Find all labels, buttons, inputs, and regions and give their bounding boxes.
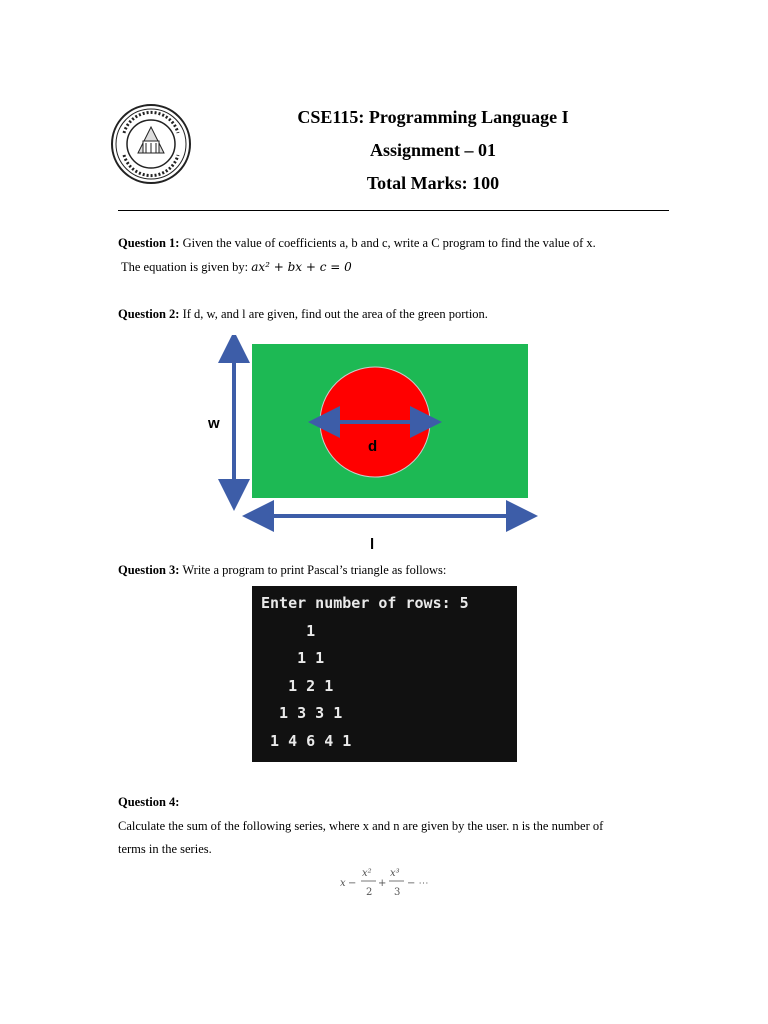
svg-text:2: 2 (366, 887, 373, 898)
svg-text:x: x (340, 878, 346, 889)
equation-prefix: The equation is given by: (121, 260, 252, 274)
question-1-equation-line (121, 260, 352, 275)
question-3 (118, 563, 446, 578)
question-2-text: If d, w, and l are given, find out the area of the green portion. (179, 307, 488, 321)
question-4-label: Question 4: (118, 795, 180, 809)
question-1-text: Given the value of coefficients a, b and c, write a C program to find the value of x. (179, 236, 596, 250)
question-2-label: Question 2: (118, 307, 180, 321)
question-1-label: Question 1: (118, 236, 180, 250)
svg-text:− ⋯: − ⋯ (407, 878, 429, 889)
question-3-label: Question 3: (118, 563, 180, 577)
question-4-label-line (118, 795, 179, 810)
terminal-line: 1 (261, 622, 316, 640)
question-4-text-1: Calculate the sum of the following series, where x and n are given by the user. n is the number of (118, 819, 604, 833)
svg-text:3: 3 (394, 887, 401, 898)
label-w: w (208, 415, 220, 432)
question-3-text: Write a program to print Pascal’s triangle as follows: (179, 563, 447, 577)
question-4-text-2: terms in the series. (118, 842, 212, 856)
terminal-line: 1 2 1 (261, 677, 334, 695)
terminal-line: Enter number of rows: 5 (261, 594, 469, 612)
terminal-line: 1 3 3 1 (261, 704, 343, 722)
svg-text:x²: x² (362, 868, 372, 879)
quadratic-equation: ax² + bx + c = 0 (251, 260, 352, 274)
terminal-line: 1 4 6 4 1 (261, 732, 352, 750)
university-seal-logo (110, 103, 192, 185)
label-l: l (370, 536, 375, 553)
svg-text:+: + (378, 878, 387, 889)
series-formula (338, 864, 438, 900)
assignment-title: Assignment – 01 (369, 140, 496, 160)
terminal-line: 1 1 (261, 649, 325, 667)
flag-figure (200, 335, 540, 555)
header-divider (118, 210, 669, 211)
svg-text:x³: x³ (390, 868, 400, 879)
total-marks: Total Marks: 100 (366, 173, 500, 193)
question-1 (118, 236, 596, 251)
label-d: d (368, 438, 378, 455)
svg-text:−: − (348, 878, 357, 889)
course-title: CSE115: Programming Language I (297, 107, 569, 127)
question-2 (118, 307, 488, 322)
terminal-output (252, 586, 517, 762)
